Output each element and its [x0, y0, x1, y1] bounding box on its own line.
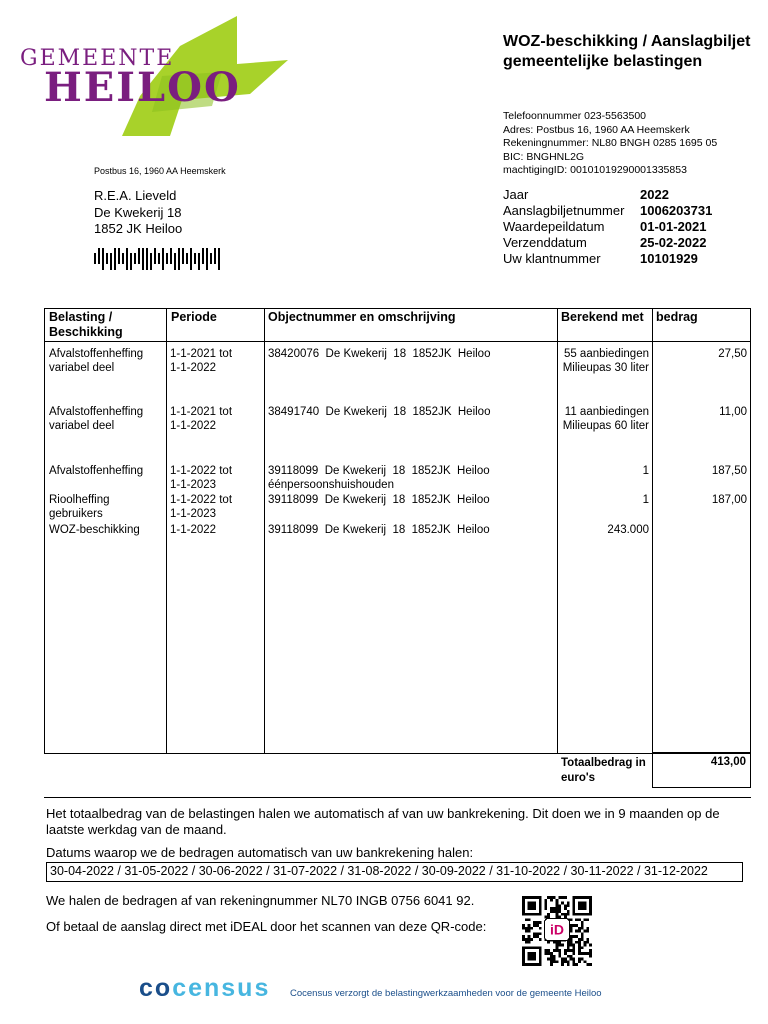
column-divider [264, 308, 265, 754]
contact-iban: Rekeningnummer: NL80 BNGH 0285 1695 05 [503, 137, 718, 149]
assessment-meta [503, 187, 712, 267]
logo-text-heiloo: HEILOO [44, 64, 241, 111]
meta-label: Uw klantnummer [503, 251, 601, 266]
meta-value: 1006203731 [640, 203, 713, 218]
cocensus-logo-part1: co [139, 974, 173, 1002]
meta-label: Verzenddatum [503, 235, 587, 250]
dates-intro: Datums waarop we de bedragen automatisch van uw bankrekening halen: [46, 845, 474, 860]
row2-belasting: Afvalstoffenheffing variabel deel [49, 406, 144, 432]
sender-line: Postbus 16, 1960 AA Heemskerk [94, 166, 226, 176]
cocensus-logo-part2: census [172, 974, 271, 1002]
row2-object: 38491740 De Kwekerij 18 1852JK Heiloo [268, 406, 491, 418]
column-divider [557, 308, 558, 754]
svg-text:iD: iD [550, 921, 564, 938]
row1-periode: 1-1-2021 tot 1-1-2022 [170, 348, 233, 374]
meta-row-valuation-date [503, 219, 712, 235]
payment-notice: Het totaalbedrag van de belastingen halen we automatisch af van uw bankrekening. Dit doen we in 9 maanden op de laatste werkdag van de maand. [46, 806, 720, 837]
postal-barcode [94, 248, 224, 270]
row1-berekend: 55 aanbiedingen Milieupas 30 liter [562, 348, 649, 374]
column-divider [166, 308, 167, 754]
recipient-street: De Kwekerij 18 [94, 204, 182, 220]
meta-value: 10101929 [640, 251, 698, 266]
row3-belasting: Afvalstoffenheffing [49, 465, 144, 477]
account-line: We halen de bedragen af van rekeningnummer NL70 INGB 0756 6041 92. [46, 893, 475, 908]
contact-mandate-id: machtigingID: 00101019290001335853 [503, 164, 687, 176]
row2-periode: 1-1-2021 tot 1-1-2022 [170, 406, 233, 432]
footer-text: Cocensus verzorgt de belastingwerkzaamheden voor de gemeente Heiloo [290, 988, 602, 999]
header-berekend: Berekend met [561, 310, 644, 324]
row1-bedrag: 27,50 [718, 348, 747, 360]
ideal-qr-code[interactable] [520, 896, 594, 966]
row3-object: 39118099 De Kwekerij 18 1852JK Heiloo éénpersoonshuishouden [268, 465, 493, 491]
row2-berekend: 11 aanbiedingen Milieupas 60 liter [562, 406, 649, 432]
meta-row-sent-date [503, 235, 712, 251]
meta-value: 2022 [640, 187, 669, 202]
row2-bedrag: 11,00 [719, 406, 747, 418]
recipient-city: 1852 JK Heiloo [94, 221, 183, 236]
cocensus-logo [139, 974, 270, 1003]
header-periode: Periode [171, 310, 217, 324]
contact-address: Adres: Postbus 16, 1960 AA Heemskerk [503, 123, 690, 136]
row5-object: 39118099 De Kwekerij 18 1852JK Heiloo [268, 524, 490, 536]
row1-object: 38420076 De Kwekerij 18 1852JK Heiloo [268, 348, 491, 360]
row3-bedrag: 187,50 [711, 465, 747, 477]
recipient-address [94, 188, 182, 238]
meta-value: 01-01-2021 [640, 219, 707, 234]
meta-row-client-number [503, 251, 712, 267]
meta-label: Jaar [503, 187, 529, 202]
collection-dates: 30-04-2022 / 31-05-2022 / 30-06-2022 / 31-07-2022 / 31-08-2022 / 30-09-2022 / 31-10-2022 / 30-11-2022 / 31-12-2022 [46, 862, 743, 882]
document-title: WOZ-beschikking / Aanslagbiljet gemeentelijke belastingen [503, 33, 751, 70]
logo-text-gemeente: GEMEENTE [20, 46, 175, 71]
meta-value: 25-02-2022 [640, 235, 707, 250]
row4-bedrag: 187,00 [711, 494, 747, 506]
row3-berekend: 1 [642, 465, 649, 477]
contact-phone: Telefoonnummer 023-5563500 [503, 110, 647, 122]
header-belasting: Belasting / Beschikking [49, 310, 123, 339]
row4-periode: 1-1-2022 tot 1-1-2023 [170, 494, 233, 520]
divider [44, 797, 751, 798]
header-bedrag: bedrag [656, 310, 698, 324]
total-value: 413,00 [710, 756, 746, 768]
row4-belasting: Rioolheffing gebruikers [49, 494, 110, 520]
contact-info [503, 110, 717, 178]
header-object: Objectnummer en omschrijving [268, 310, 456, 324]
row5-periode: 1-1-2022 [170, 524, 217, 536]
row5-belasting: WOZ-beschikking [49, 524, 140, 536]
meta-row-year [503, 187, 712, 203]
meta-row-number [503, 203, 712, 219]
recipient-name: R.E.A. Lieveld [94, 188, 177, 203]
meta-label: Aanslagbiljetnummer [503, 203, 625, 218]
row4-berekend: 1 [642, 494, 649, 506]
ideal-line: Of betaal de aanslag direct met iDEAL door het scannen van deze QR-code: [46, 919, 487, 934]
row1-belasting: Afvalstoffenheffing variabel deel [49, 348, 144, 374]
column-divider [652, 308, 653, 788]
meta-label: Waardepeildatum [503, 219, 605, 234]
contact-bic: BIC: BNGHNL2G [503, 150, 585, 163]
row4-object: 39118099 De Kwekerij 18 1852JK Heiloo [268, 494, 490, 506]
row3-periode: 1-1-2022 tot 1-1-2023 [170, 465, 233, 491]
total-label: Totaalbedrag in euro's [561, 757, 646, 784]
row5-berekend: 243.000 [607, 524, 649, 536]
